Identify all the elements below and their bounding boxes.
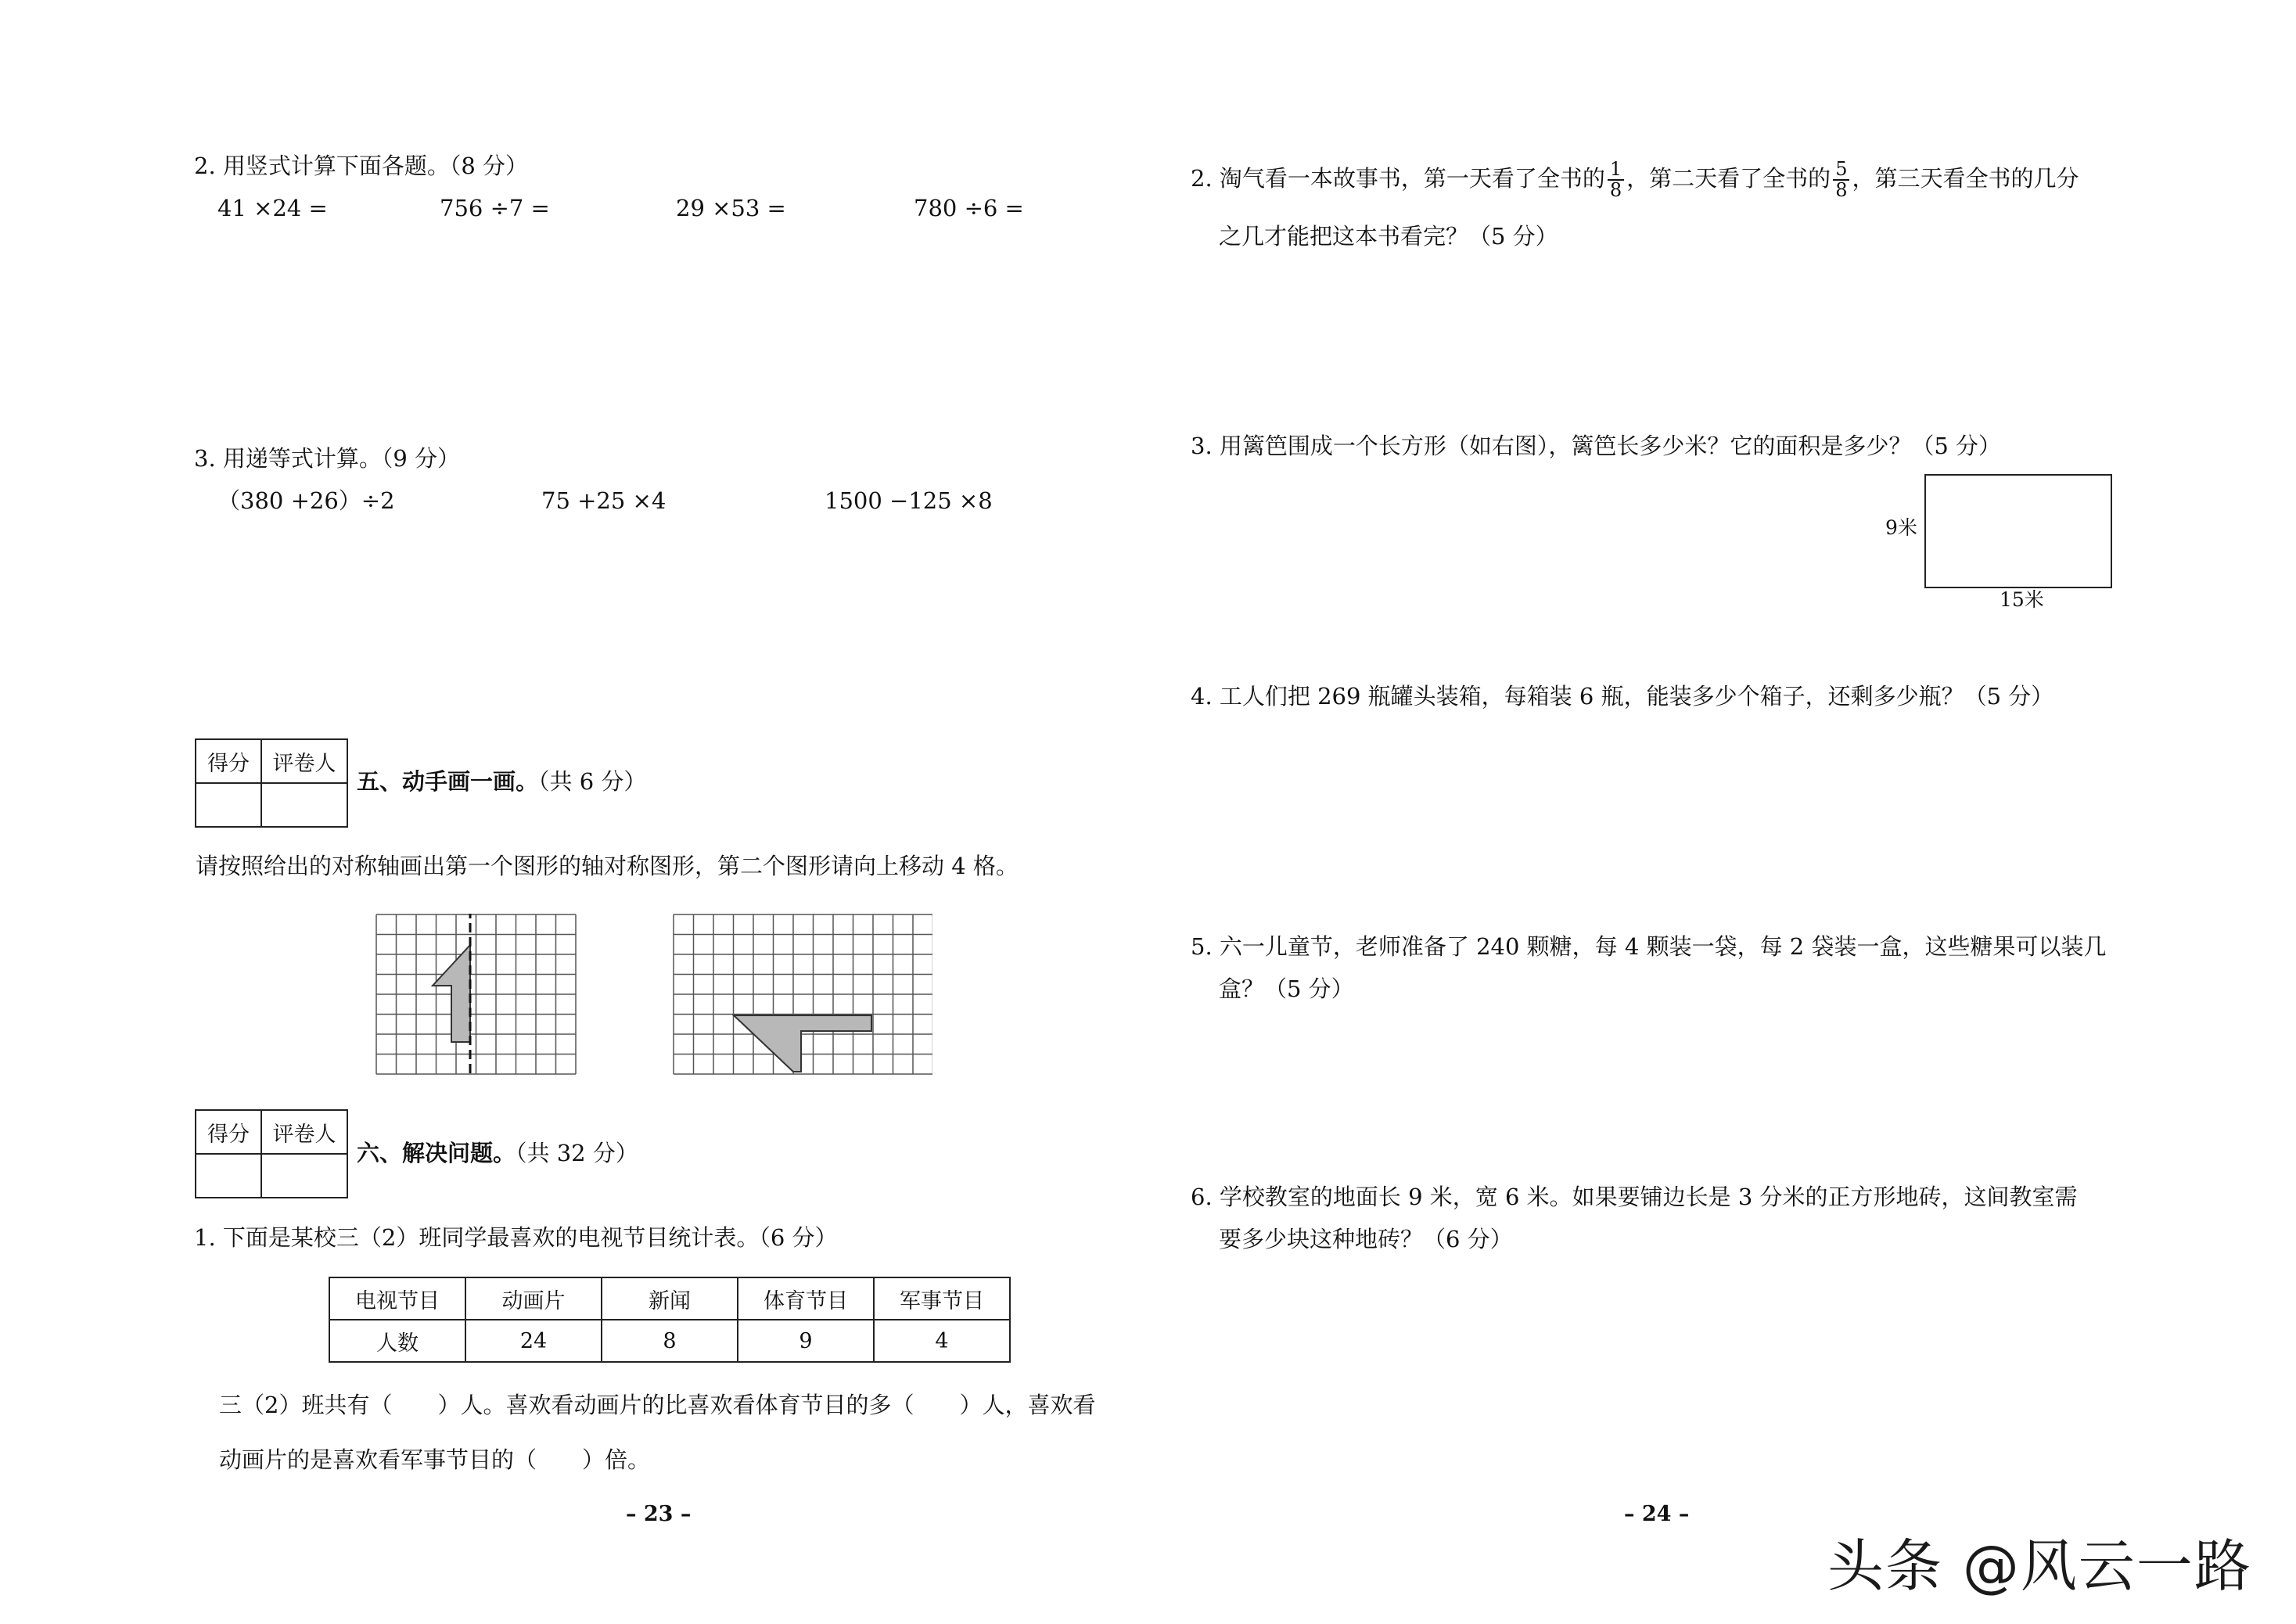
score-header-label: 得分	[196, 1110, 261, 1154]
right-q2-line1: 2. 淘气看一本故事书，第一天看了全书的 $\frac{1}{8}$ ，第二天看了全书的 $\frac{5}{8}$ ，第三天看全书的几分	[1191, 158, 2079, 202]
grader-cell[interactable]	[261, 783, 347, 827]
stepwise-item-2: 75 +25 ×4	[541, 487, 667, 514]
rectangle-diagram	[1924, 474, 2112, 588]
grader-header-label: 评卷人	[261, 739, 347, 783]
calc-item-3: 29 ×53 =	[676, 195, 786, 221]
score-header-label: 得分	[196, 739, 261, 783]
table-header: 电视节目	[329, 1277, 465, 1320]
fill-blank-line-2[interactable]: 动画片的是喜欢看军事节目的（ ）倍。	[219, 1446, 651, 1473]
grid-figure-2	[673, 914, 932, 1076]
right-q3-title: 3. 用篱笆围成一个长方形（如右图），篱笆长多少米？它的面积是多少？（5 分）	[1191, 433, 2002, 459]
score-box-6	[195, 1109, 348, 1198]
table-cell: 4	[874, 1320, 1010, 1362]
table-header: 新闻	[602, 1277, 738, 1320]
right-q6-line1: 6. 学校教室的地面长 9 米，宽 6 米。如果要铺边长是 3 分米的正方形地砖，这间教室需	[1191, 1184, 2078, 1210]
table-cell: 9	[738, 1320, 874, 1362]
calc-item-1: 41 ×24 =	[217, 195, 328, 221]
score-box-5	[195, 738, 348, 828]
right-q6-line2: 要多少块这种地砖？（6 分）	[1219, 1226, 1513, 1252]
page-number-right: – 24 –	[1624, 1502, 1690, 1526]
calc-item-4: 780 ÷6 =	[914, 195, 1024, 221]
fraction-5-8: $\frac{5}{8}$	[1833, 160, 1849, 200]
watermark: 头条 @风云一路	[1827, 1533, 2252, 1599]
table-header: 体育节目	[738, 1277, 874, 1320]
tv-program-table	[329, 1277, 1011, 1363]
stepwise-item-3: 1500 −125 ×8	[825, 487, 993, 514]
stepwise-item-1: （380 +26）÷2	[217, 487, 395, 514]
grader-header-label: 评卷人	[261, 1110, 347, 1154]
table-row-label: 人数	[329, 1320, 465, 1362]
left-q3-title: 3. 用递等式计算。（9 分）	[194, 445, 461, 472]
right-q2-line2: 之几才能把这本书看完？（5 分）	[1219, 223, 1558, 250]
left-q1-title: 1. 下面是某校三（2）班同学最喜欢的电视节目统计表。（6 分）	[194, 1224, 838, 1251]
score-cell[interactable]	[196, 783, 261, 827]
section-5-heading: 五、动手画一画。（共 6 分）	[357, 768, 647, 795]
section-5-instruction: 请按照给出的对称轴画出第一个图形的轴对称图形，第二个图形请向上移动 4 格。	[196, 853, 1019, 879]
left-q2-title: 2. 用竖式计算下面各题。（8 分）	[194, 153, 529, 179]
grader-cell[interactable]	[261, 1154, 347, 1198]
grid-figure-1	[375, 914, 580, 1076]
section-6-heading: 六、解决问题。（共 32 分）	[357, 1140, 638, 1166]
calc-item-2: 756 ÷7 =	[440, 195, 550, 221]
page-number-left: – 23 –	[626, 1502, 692, 1526]
rectangle-height-label: 9米	[1885, 516, 1917, 539]
score-cell[interactable]	[196, 1154, 261, 1198]
fraction-1-8: $\frac{1}{8}$	[1608, 160, 1624, 200]
right-q4-title: 4. 工人们把 269 瓶罐头装箱，每箱装 6 瓶，能装多少个箱子，还剩多少瓶？（5 分）	[1191, 683, 2054, 710]
rectangle-width-label: 15米	[2000, 588, 2044, 611]
table-cell: 8	[602, 1320, 738, 1362]
l-shape-figure	[433, 945, 470, 1042]
translate-shape-figure	[734, 1015, 871, 1072]
fill-blank-line-1[interactable]: 三（2）班共有（ ）人。喜欢看动画片的比喜欢看体育节目的多（ ）人，喜欢看	[219, 1392, 1096, 1418]
table-cell: 24	[465, 1320, 602, 1362]
table-header: 动画片	[465, 1277, 602, 1320]
right-q5-line2: 盒？（5 分）	[1219, 975, 1354, 1002]
table-header: 军事节目	[874, 1277, 1010, 1320]
right-q5-line1: 5. 六一儿童节，老师准备了 240 颗糖，每 4 颗装一袋，每 2 袋装一盒，这些糖果可以装几	[1191, 933, 2107, 960]
